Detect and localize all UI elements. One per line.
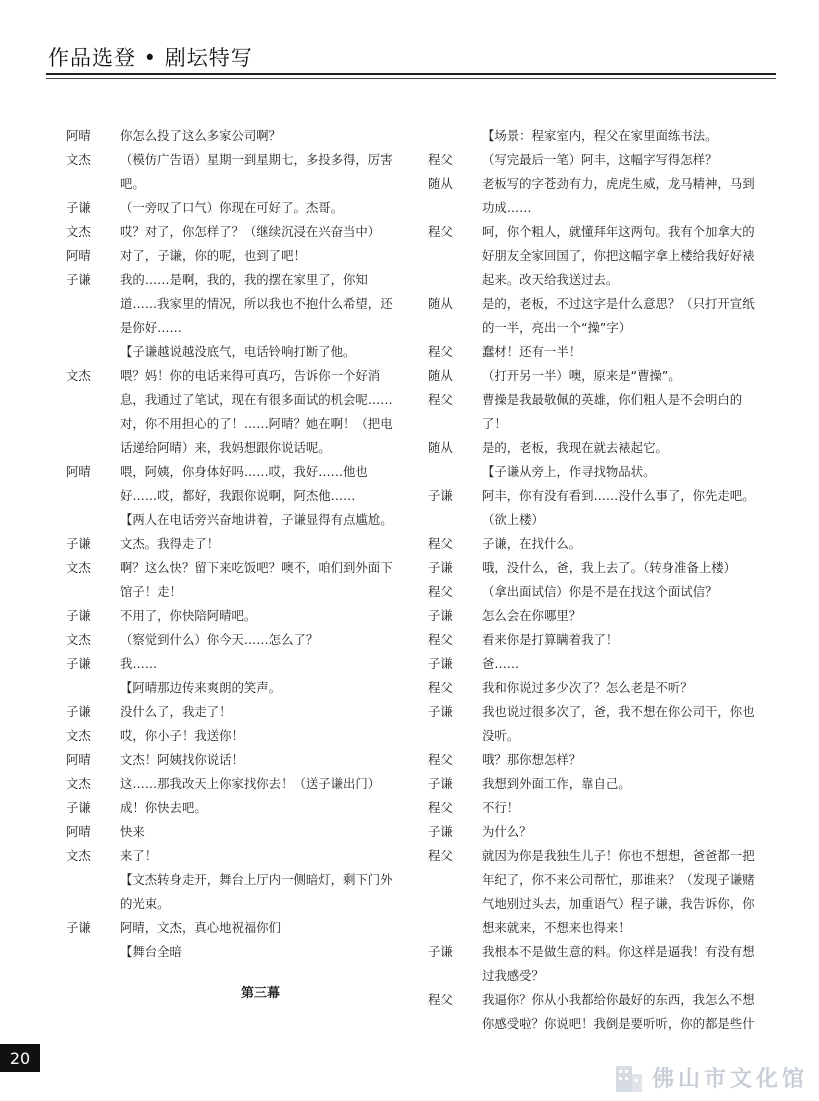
speaker-name: 程父: [428, 584, 453, 599]
stage-direction: [66, 340, 401, 364]
line-text: 来了！: [120, 848, 158, 863]
line-text: 老板写的字苍劲有力，虎虎生威，龙马精神，马到功成……: [482, 176, 755, 215]
speaker-name: [66, 868, 120, 916]
dialogue-line: [66, 844, 401, 868]
dialogue-line: [428, 364, 763, 388]
line-text: 爸……: [482, 656, 520, 671]
speaker-name: 子谦: [428, 704, 453, 719]
line-text: 我想到外面工作，靠自己。: [482, 776, 631, 791]
dialogue-line: [66, 532, 401, 556]
line-text: 子谦，在找什么。: [482, 536, 582, 551]
dialogue-line: [66, 220, 401, 244]
dialogue-line: [66, 724, 401, 748]
line-text: （打开另一半）噢，原来是“曹操”。: [482, 368, 681, 383]
line-text: （一旁叹了口气）你现在可好了。杰哥。: [120, 200, 344, 215]
dialogue-line: [428, 172, 763, 220]
dialogue-line: [428, 772, 763, 796]
dialogue-line: [66, 604, 401, 628]
line-text: 【子谦从旁上，作寻找物品状。: [482, 464, 656, 479]
speaker-name: 子谦: [428, 824, 453, 839]
watermark: [612, 1058, 808, 1096]
speaker-name: 子谦: [428, 656, 453, 671]
dialogue-line: [428, 580, 763, 604]
line-text: 【阿晴那边传来爽朗的笑声。: [120, 680, 282, 695]
line-text: 这……那我改天上你家找你去！（送子谦出门）: [120, 776, 381, 791]
speaker-name: 程父: [428, 752, 453, 767]
speaker-name: 文杰: [66, 224, 91, 239]
speaker-name: 子谦: [66, 608, 91, 623]
dialogue-line: [428, 388, 763, 436]
speaker-name: 子谦: [428, 560, 453, 575]
speaker-name: 子谦: [428, 944, 453, 959]
line-text: 喂？妈！你的电话来得可真巧，告诉你一个好消息，我通过了笔试，现在有很多面试的机会呢……对，你不用担心的了！……阿晴？她在啊！（把电话递给阿晴）来，我妈想跟你说话呢。: [120, 368, 393, 455]
dialogue-line: [428, 652, 763, 676]
dialogue-line: [428, 340, 763, 364]
dialogue-line: [66, 460, 401, 508]
dialogue-line: [428, 676, 763, 700]
line-text: 我根本不是做生意的料。你这样是逼我！有没有想过我感受？: [482, 944, 755, 983]
dialogue-line: [66, 148, 401, 196]
speaker-name: 子谦: [66, 200, 91, 215]
dialogue-line: [428, 988, 763, 1036]
speaker-name: [66, 940, 120, 964]
dialogue-line: [66, 700, 401, 724]
speaker-name: 文杰: [66, 776, 91, 791]
line-text: 为什么？: [482, 824, 532, 839]
speaker-name: 阿晴: [66, 128, 91, 143]
line-text: 【场景：程家室内，程父在家里面练书法。: [482, 128, 718, 143]
speaker-name: 子谦: [66, 272, 91, 287]
dialogue-line: [428, 748, 763, 772]
speaker-name: 子谦: [66, 920, 91, 935]
line-text: 蠢材！还有一半！: [482, 344, 582, 359]
line-text: 文杰！阿姨找你说话！: [120, 752, 244, 767]
speaker-name: 程父: [428, 224, 453, 239]
line-text: （写完最后一笔）阿丰，这幅字写得怎样？: [482, 152, 718, 167]
left-column: [66, 124, 401, 1006]
speaker-name: 阿晴: [66, 248, 91, 263]
dialogue-line: [428, 700, 763, 748]
line-text: 文杰。我得走了！: [120, 536, 220, 551]
line-text: 对了，子谦，你的呢，也到了吧！: [120, 248, 306, 263]
speaker-name: 子谦: [66, 656, 91, 671]
line-text: 快来: [120, 824, 145, 839]
line-text: 喂，阿姨，你身体好吗……哎，我好……他也好……哎，都好，我跟你说啊，阿杰他……: [120, 464, 368, 503]
dialogue-line: [428, 820, 763, 844]
speaker-name: [66, 508, 120, 532]
dialogue-line: [428, 628, 763, 652]
speaker-name: 文杰: [66, 848, 91, 863]
line-text: 哎？对了，你怎样了？（继续沉浸在兴奋当中）: [120, 224, 381, 239]
speaker-name: 文杰: [66, 152, 91, 167]
line-text: 不行！: [482, 800, 520, 815]
speaker-name: 文杰: [66, 560, 91, 575]
line-text: 哦，没什么，爸，我上去了。（转身准备上楼）: [482, 560, 737, 575]
speaker-name: [66, 676, 120, 700]
line-text: 【文杰转身走开，舞台上厅内一侧暗灯，剩下门外的光束。: [120, 872, 393, 911]
dialogue-line: [428, 604, 763, 628]
dialogue-line: [66, 268, 401, 340]
line-text: 是的，老板，不过这字是什么意思？（只打开宣纸的一半，亮出一个“操”字）: [482, 296, 755, 335]
dialogue-line: [66, 796, 401, 820]
line-text: 曹操是我最敬佩的英雄，你们粗人是不会明白的了！: [482, 392, 743, 431]
dialogue-line: [66, 556, 401, 604]
speaker-name: 文杰: [66, 728, 91, 743]
line-text: 阿丰，你有没有看到……没什么事了，你先走吧。（欲上楼）: [482, 488, 755, 527]
speaker-name: 程父: [428, 152, 453, 167]
line-text: 我……: [120, 656, 158, 671]
speaker-name: 程父: [428, 992, 453, 1007]
line-text: 成！你快去吧。: [120, 800, 207, 815]
dialogue-line: [428, 148, 763, 172]
watermark-text: 佛山市文化馆: [652, 1066, 809, 1092]
dialogue-line: [66, 364, 401, 460]
speaker-name: 阿晴: [66, 752, 91, 767]
building-logo-icon: [612, 1060, 646, 1094]
speaker-name: 子谦: [428, 608, 453, 623]
speaker-name: 子谦: [66, 536, 91, 551]
line-text: （拿出面试信）你是不是在找这个面试信？: [482, 584, 718, 599]
speaker-name: [66, 340, 120, 364]
dialogue-line: [428, 556, 763, 580]
line-text: 就因为你是我独生儿子！你也不想想，爸爸都一把年纪了，你不来公司帮忙，那谁来？（发现子谦赌气地别过头去，加重语气）程子谦，我告诉你，你想来就来，不想来也得来！: [482, 848, 755, 935]
speaker-name: 程父: [428, 632, 453, 647]
speaker-name: 子谦: [428, 776, 453, 791]
line-text: 【两人在电话旁兴奋地讲着，子谦显得有点尴尬。: [120, 512, 393, 527]
line-text: （察觉到什么）你今天……怎么了？: [120, 632, 319, 647]
scene-title: 第三幕: [240, 986, 280, 1001]
stage-direction: [66, 868, 401, 916]
right-column: [428, 124, 763, 1036]
speaker-name: 程父: [428, 848, 453, 863]
stage-direction: [428, 460, 763, 484]
dialogue-line: [428, 796, 763, 820]
dialogue-line: [66, 628, 401, 652]
speaker-name: [428, 124, 482, 148]
speaker-name: 文杰: [66, 368, 91, 383]
dialogue-line: [66, 820, 401, 844]
stage-direction: [66, 940, 401, 964]
page-number: 20: [0, 1044, 40, 1072]
header-rule: [46, 73, 776, 75]
dialogue-line: [428, 484, 763, 532]
line-text: 你怎么投了这么多家公司啊？: [120, 128, 282, 143]
line-text: 啊？这么快？留下来吃饭吧？噢不，咱们到外面下馆子！走！: [120, 560, 393, 599]
dialogue-line: [428, 292, 763, 340]
speaker-name: 随从: [428, 440, 453, 455]
line-text: （模仿广告语）星期一到星期七，多投多得，厉害吧。: [120, 152, 393, 191]
line-text: 哦？那你想怎样？: [482, 752, 582, 767]
line-text: 【子谦越说越没底气，电话铃响打断了他。: [120, 344, 356, 359]
line-text: 看来你是打算瞒着我了！: [482, 632, 619, 647]
page-header-title: 作品选登 • 剧坛特写: [48, 46, 253, 70]
stage-direction: [66, 676, 401, 700]
speaker-name: 子谦: [428, 488, 453, 503]
speaker-name: 阿晴: [66, 824, 91, 839]
line-text: 怎么会在你哪里？: [482, 608, 582, 623]
line-text: 【舞台全暗: [120, 944, 182, 959]
speaker-name: 阿晴: [66, 464, 91, 479]
stage-direction: [66, 508, 401, 532]
speaker-name: 程父: [428, 536, 453, 551]
dialogue-line: [66, 196, 401, 220]
stage-direction: [428, 124, 763, 148]
dialogue-line: [428, 532, 763, 556]
speaker-name: 子谦: [66, 800, 91, 815]
dialogue-line: [66, 916, 401, 940]
dialogue-line: [66, 244, 401, 268]
line-text: 不用了，你快陪阿晴吧。: [120, 608, 257, 623]
speaker-name: 子谦: [66, 704, 91, 719]
dialogue-line: [428, 220, 763, 292]
dialogue-line: [66, 652, 401, 676]
line-text: 我也说过很多次了，爸，我不想在你公司干，你也没听。: [482, 704, 755, 743]
speaker-name: [428, 460, 482, 484]
dialogue-line: [66, 124, 401, 148]
speaker-name: 程父: [428, 392, 453, 407]
line-text: 呵，你个粗人，就懂拜年这两句。我有个加拿大的好朋友全家回国了，你把这幅字拿上楼给我好好裱起来。改天给我送过去。: [482, 224, 755, 287]
speaker-name: 程父: [428, 800, 453, 815]
line-text: 我逼你？你从小我都给你最好的东西，我怎么不想你感受啦？你说吧！我倒是要听听，你的都是些什: [482, 992, 755, 1031]
speaker-name: 随从: [428, 176, 453, 191]
line-text: 哎，你小子！我送你！: [120, 728, 244, 743]
dialogue-line: [428, 844, 763, 940]
dialogue-line: [428, 940, 763, 988]
header-rule-thin: [46, 78, 776, 79]
line-text: 是的，老板，我现在就去裱起它。: [482, 440, 668, 455]
line-text: 没什么了，我走了！: [120, 704, 232, 719]
line-text: 我的……是啊，我的，我的摆在家里了，你知道……我家里的情况，所以我也不抱什么希望，还是你好……: [120, 272, 393, 335]
dialogue-line: [66, 748, 401, 772]
speaker-name: 程父: [428, 344, 453, 359]
speaker-name: 程父: [428, 680, 453, 695]
dialogue-line: [428, 436, 763, 460]
speaker-name: 随从: [428, 296, 453, 311]
line-text: 我和你说过多少次了？怎么老是不听？: [482, 680, 693, 695]
line-text: 阿晴，文杰，真心地祝福你们: [120, 920, 282, 935]
dialogue-line: [66, 772, 401, 796]
speaker-name: 随从: [428, 368, 453, 383]
speaker-name: 文杰: [66, 632, 91, 647]
